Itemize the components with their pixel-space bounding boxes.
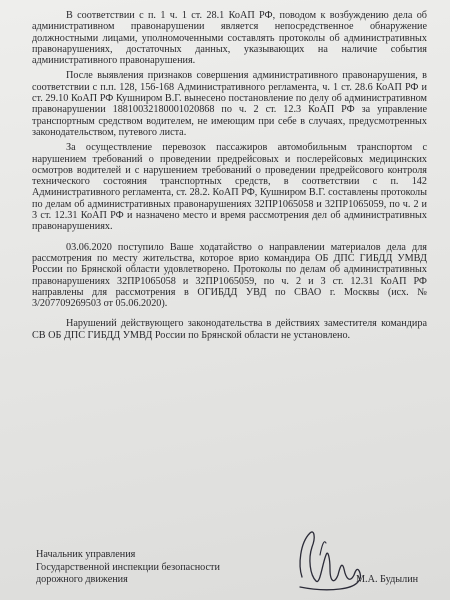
letter-body [32, 10, 427, 345]
signatory-title-line: Государственной инспекции безопасности [36, 561, 220, 573]
signatory-title [36, 549, 276, 587]
paragraph-conclusion: Нарушений действующего законодательства в действиях заместителя командира СВ ОБ ДПС ГИБДД УМВД России по Брянской области не установлено. [32, 318, 427, 341]
paragraph-petition: 03.06.2020 поступило Ваше ходатайство о направлении материалов дела для рассмотрения по месту жительства, которое врио командира ОБ ДПС ГИБДД УМВД России по Брянской области удовлетворено. Протоколы по делам об административных правонарушениях 32ПР1065058 и 32ПР1065059, по ч. 2 и 3 ст. 12.31 КоАП РФ направлены для рассмотрения в ОГИБДД УВД по СВАО г. Москвы (исх. № 3/207709269503 от 05.06.2020). [32, 241, 427, 310]
paragraph-legal-basis: В соответствии с п. 1 ч. 1 ст. 28.1 КоАП РФ, поводом к возбуждению дела об административном правонарушении является непосредственное обнаружение должностными лицами, уполномоченными составлять протоколы об административных правонарушениях, достаточных данных, указывающих на наличие события административного правонарушения. [32, 10, 427, 67]
paragraph-protocols: За осуществление перевозок пассажиров автомобильным транспортом с нарушением требований о проведении предрейсовых и послерейсовых медицинских осмотров водителей и с нарушением требований о проведении предрейсового контроля технического состояния транспортных средств, в соответствии с п. 142 Административного регламента, ст. 28.2. КоАП РФ, Кушниром В.Г. составлены протоколы по делам об административных правонарушениях 32ПР1065058 и 32ПР1065059, по ч. 2 и 3 ст. 12.31 КоАП РФ и назначено место и время рассмотрения дел об административных правонарушениях. [32, 142, 427, 233]
paragraph-ruling: После выявления признаков совершения административного правонарушения, в соответствии с п.п. 128, 156-168 Административного регламента, ч. 1 ст. 28.6 КоАП РФ и ст. 29.10 КоАП РФ Кушниром В.Г. вынесено постановление по делу об административном правонарушении 18810032180001020868 по ч. 2 ст. 12.3 КоАП РФ за управление транспортным средством водителем, не имеющим при себе в случаях, предусмотренных законодательством, путевого листа. [32, 70, 427, 138]
signatory-title-line: дорожного движения [36, 574, 128, 585]
signatory-title-line: Начальник управления [36, 549, 136, 560]
signer-name: М.А. Будылин [356, 574, 419, 585]
